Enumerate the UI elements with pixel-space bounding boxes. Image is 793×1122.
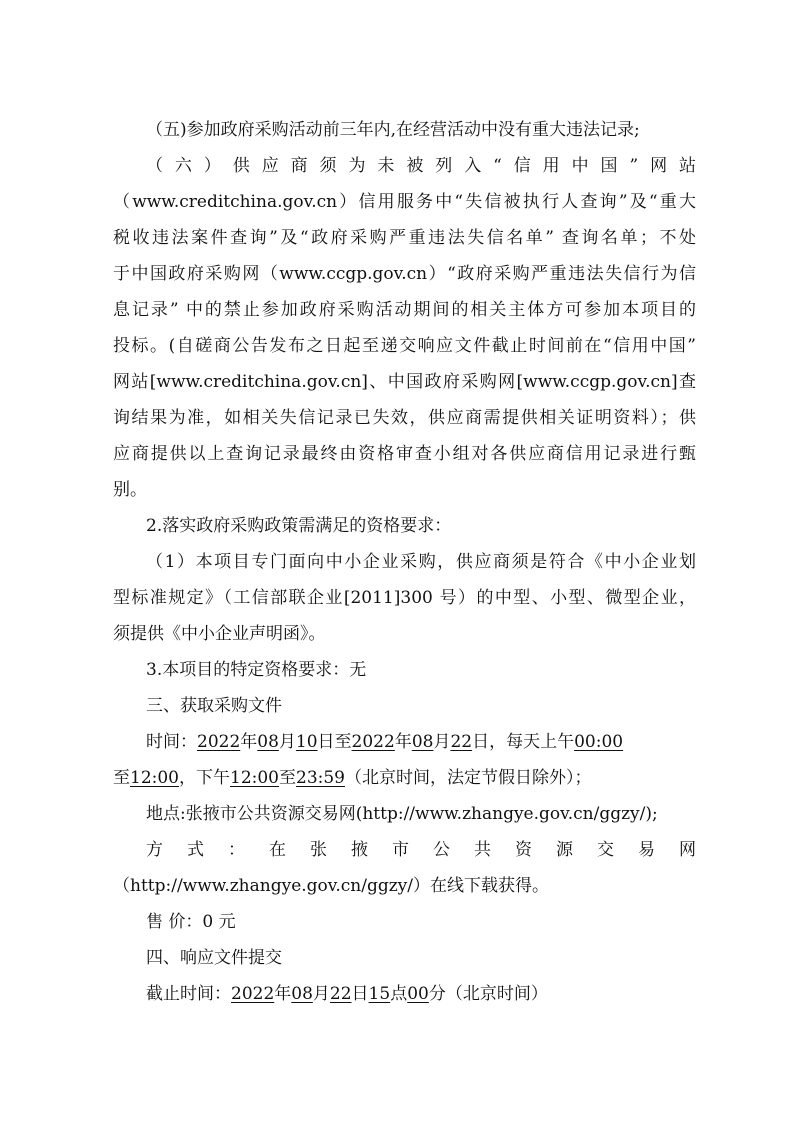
deadline-day: 22 (329, 984, 352, 1004)
am-start-time: 00:00 (574, 732, 624, 752)
paragraph-line: 投标。(自磋商公告发布之日起至递交响应文件截止时间前在“信用中国” (113, 336, 696, 356)
start-day: 10 (295, 732, 318, 752)
start-month: 08 (257, 732, 279, 752)
time-line-1: 时间：2022年08月10日至2022年08月22日，每天上午00:00 (146, 732, 624, 752)
end-day: 22 (450, 732, 473, 752)
time-label: 时间： (146, 732, 197, 752)
paragraph-line: 型标准规定》（工信部联企业[2011]300 号）的中型、小型、微型企业， (113, 588, 696, 608)
section-heading: 2.落实政府采购政策需满足的资格要求： (146, 516, 452, 536)
paragraph-line: （1）本项目专门面向中小企业采购，供应商须是符合《中小企业划 (146, 552, 696, 572)
time-line-2: 至12:00，下午12:00至23:59（北京时间，法定节假日除外）； (113, 768, 592, 788)
paragraph-line: 应商提供以上查询记录最终由资格审查小组对各供应商信用记录进行甄 (113, 444, 696, 464)
end-year: 2022 (351, 732, 395, 752)
pm-end-time: 23:59 (296, 768, 345, 788)
start-year: 2022 (197, 732, 241, 752)
paragraph-line: 息记录” 中的禁止参加政府采购活动期间的相关主体方可参加本项目的 (113, 300, 696, 320)
location-line: 地点:张掖市公共资源交易网(http://www.zhangye.gov.cn/ggzy/); (146, 804, 658, 824)
am-end-time: 12:00 (130, 768, 179, 788)
deadline-year: 2022 (231, 984, 275, 1004)
section-heading: 3.本项目的特定资格要求：无 (146, 660, 367, 680)
paragraph-line: （六）供应商须为未被列入“信用中国”网站 (146, 156, 696, 176)
paragraph-line: 询结果为准，如相关失信记录已失效，供应商需提供相关证明资料）；供 (113, 408, 696, 428)
paragraph-line: （www.creditchina.gov.cn）信用服务中“失信被执行人查询”及“重大 (113, 192, 696, 212)
paragraph-line: 须提供《中小企业声明函》。 (113, 624, 326, 644)
deadline-month: 08 (291, 984, 313, 1004)
deadline-line: 截止时间：2022年08月22日15点00分（北京时间） (146, 984, 548, 1004)
end-month: 08 (411, 732, 434, 752)
price-line: 售 价：0 元 (146, 912, 236, 932)
section-heading: 四、响应文件提交 (146, 948, 282, 968)
deadline-hour: 15 (368, 984, 391, 1004)
paragraph-line: 税收违法案件查询”及“政府采购严重违法失信名单” 查询名单；不处 (113, 228, 696, 248)
deadline-label: 截止时间： (146, 984, 231, 1004)
pm-start-time: 12:00 (230, 768, 279, 788)
method-url-line: （http://www.zhangye.gov.cn/ggzy/）在线下载获得。 (113, 876, 550, 896)
paragraph-line: 别。 (113, 480, 147, 500)
method-line: 方式：在张掖市公共资源交易网 (146, 840, 696, 860)
deadline-minute: 00 (407, 984, 429, 1004)
paragraph-line: （五)参加政府采购活动前三年内,在经营活动中没有重大违法记录; (146, 120, 640, 140)
section-heading: 三、获取采购文件 (146, 696, 282, 716)
paragraph-line: 于中国政府采购网（www.ccgp.gov.cn）“政府采购严重违法失信行为信 (113, 264, 696, 284)
paragraph-line: 网站[www.creditchina.gov.cn]、中国政府采购网[www.ccgp.gov.cn]查 (113, 372, 696, 392)
